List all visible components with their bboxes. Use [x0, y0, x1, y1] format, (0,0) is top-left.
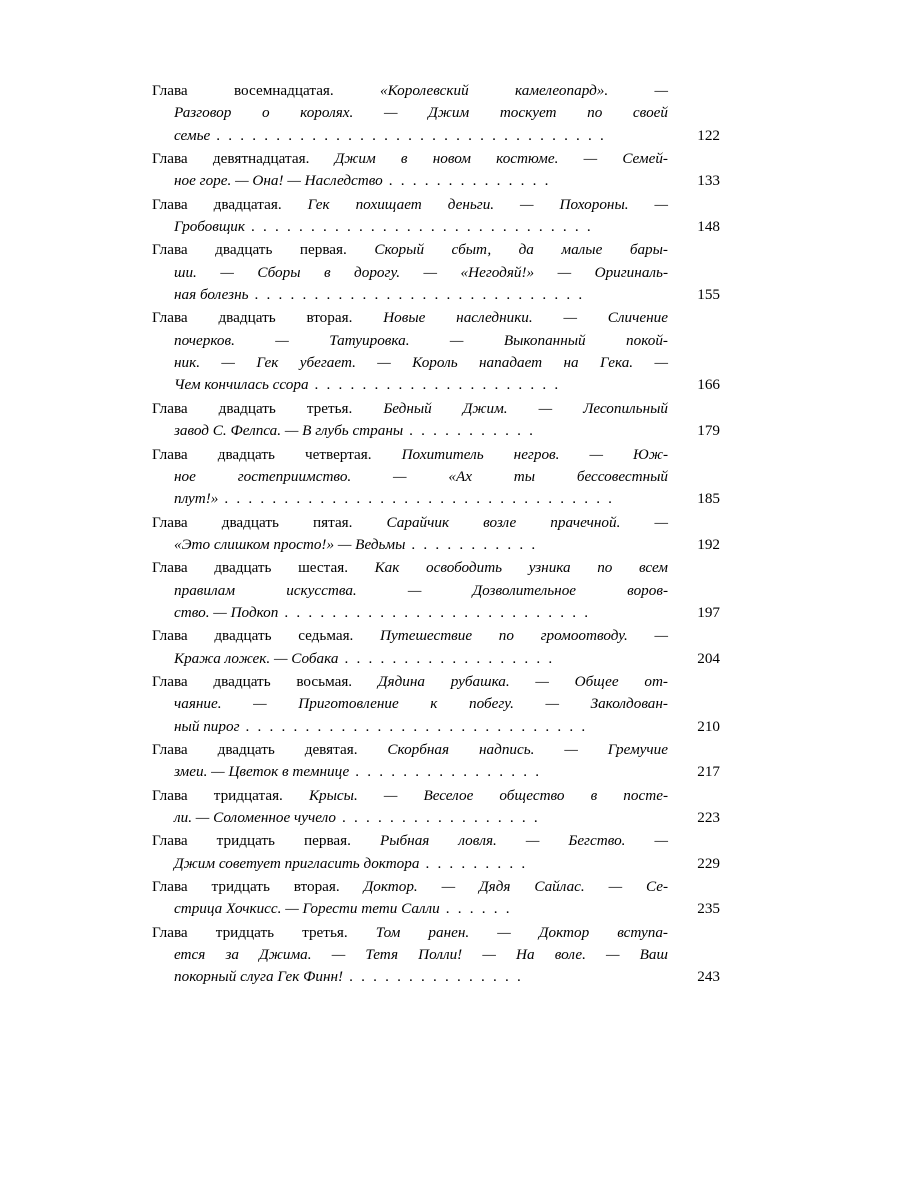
chapter-title-text: ник. — Гек убегает. — Король нападает на Гека. — [174, 354, 668, 372]
chapter-title-text: Похититель негров. — Юж- [401, 445, 668, 463]
toc-entry-text [152, 307, 668, 329]
toc-entry-line [152, 80, 720, 102]
toc-entry-line [152, 102, 720, 124]
toc-entry-line [152, 580, 720, 602]
leader-dots: . . . . . . . . . . . . . . . . . . . . . . . . . . . . . . . . . [218, 490, 615, 508]
toc-entry-line [152, 785, 720, 807]
toc-entry-line [152, 488, 720, 510]
leader-dots: . . . . . . . . . . . . . . . . . . . . . [308, 376, 561, 394]
toc-entry-text [152, 966, 668, 988]
toc-entry-text [152, 80, 668, 102]
toc-entry-text [152, 239, 668, 261]
toc-entry[interactable] [152, 148, 720, 193]
chapter-title-text: покорный слуга Гек Финн! [174, 968, 344, 986]
toc-entry-text [152, 671, 668, 693]
toc-entry-text [152, 102, 668, 124]
page-number: 133 [697, 172, 720, 190]
toc-entry[interactable] [152, 512, 720, 557]
toc-entry[interactable] [152, 307, 720, 396]
toc-entry-text [152, 352, 668, 374]
chapter-title-text: Скорый сбыт, да малые бары- [374, 241, 668, 259]
chapter-number-label: Глава восемнадцатая. [152, 82, 381, 99]
toc-entry-text [152, 693, 668, 715]
chapter-title-text: Сарайчик возле прачечной. — [386, 513, 668, 531]
toc-entry-line [152, 125, 720, 147]
page-number: 122 [697, 126, 720, 144]
chapter-title-text: Джим советует пригласить доктора [174, 854, 420, 872]
chapter-title-text: почерков. — Татуировка. — Выкопанный покой- [174, 331, 668, 349]
page-number: 223 [697, 809, 720, 826]
chapter-number-label: Глава двадцать восьмая. [152, 672, 378, 690]
page-number: 229 [697, 854, 720, 872]
table-of-contents [152, 80, 720, 990]
chapter-title-text: плут!» [174, 490, 219, 508]
toc-entry-line [152, 830, 720, 852]
toc-entry-line [152, 966, 720, 988]
toc-entry-text [152, 398, 668, 420]
leader-dots: . . . . . . . . . . . . . . . . . . . . . . . . . . [278, 603, 591, 621]
page-number: 148 [697, 218, 720, 236]
toc-entry-line [152, 898, 720, 920]
toc-entry-text [152, 785, 668, 807]
chapter-number-label: Глава двадцать четвертая. [152, 445, 402, 463]
toc-entry-text [152, 853, 668, 875]
toc-entry-line [152, 671, 720, 693]
toc-entry[interactable] [152, 557, 720, 624]
leader-dots: . . . . . . . . . . . [405, 535, 538, 553]
toc-entry-line [152, 352, 720, 374]
chapter-title-text: Чем кончилась ссора [174, 376, 309, 394]
toc-entry[interactable] [152, 671, 720, 738]
leader-dots: . . . . . . . . . . . . . . . . . . . . . . . . . . . . . [245, 218, 593, 236]
page-number: 192 [697, 535, 720, 553]
chapter-title-text: Кража ложек. — Собака [174, 649, 339, 667]
toc-entry-line [152, 444, 720, 466]
toc-entry-line [152, 239, 720, 261]
chapter-title-text: ли. — Соломенное чучело [174, 809, 337, 826]
chapter-title-text: ная болезнь [174, 286, 249, 304]
toc-entry-line [152, 716, 720, 738]
toc-entry-text [152, 170, 668, 192]
chapter-number-label: Глава тридцать вторая. [152, 878, 364, 896]
toc-entry-text [152, 761, 668, 783]
toc-entry-line [152, 374, 720, 396]
toc-entry[interactable] [152, 194, 720, 239]
chapter-title-text: ное горе. — Она! — Наследство [174, 172, 383, 190]
toc-entry-line [152, 853, 720, 875]
toc-entry-line [152, 876, 720, 898]
chapter-title-text: ное гостеприимство. — «Ах ты бессовестный [174, 467, 668, 485]
toc-entry-line [152, 602, 720, 624]
chapter-title-text: «Королевский камелеопард». — [380, 82, 668, 99]
chapter-title-text: ши. — Сборы в дорогу. — «Негодяй!» — Оригиналь- [174, 263, 668, 281]
toc-entry-text [152, 876, 668, 898]
toc-entry-text [152, 216, 668, 238]
page-number: 210 [697, 717, 720, 735]
leader-dots: . . . . . . . . . . . . . . . . . . . . . . . . . . . . . [239, 717, 588, 735]
chapter-title-text: Рыбная ловля. — Бегство. — [379, 832, 668, 850]
leader-dots: . . . . . . . . . . . . . . . [343, 968, 523, 986]
page-number: 166 [697, 376, 720, 394]
toc-entry-text [152, 580, 668, 602]
chapter-title-text: Разговор о королях. — Джим тоскует по своей [174, 104, 668, 122]
toc-entry-line [152, 648, 720, 670]
toc-entry[interactable] [152, 876, 720, 921]
toc-entry-text [152, 534, 668, 556]
toc-entry-text [152, 602, 668, 624]
chapter-number-label: Глава двадцатая. [152, 195, 308, 213]
chapter-title-text: змеи. — Цветок в темнице [174, 763, 350, 781]
toc-entry-text [152, 922, 668, 944]
toc-entry-text [152, 716, 668, 738]
toc-entry-line [152, 284, 720, 306]
chapter-title-text: Гек похищает деньги. — Похороны. — [307, 195, 669, 213]
toc-entry-text [152, 557, 668, 579]
page-number: 217 [697, 763, 720, 781]
leader-dots: . . . . . . . . . [419, 854, 528, 872]
chapter-title-text: правилам искусства. — Дозволительное воров- [174, 581, 668, 599]
chapter-title-text: Джим в новом костюме. — Семей- [334, 150, 668, 168]
chapter-number-label: Глава тридцатая. [152, 786, 309, 804]
toc-entry-line [152, 330, 720, 352]
toc-entry-line [152, 194, 720, 216]
chapter-title-text: ный пирог [174, 717, 240, 735]
toc-entry-text [152, 148, 668, 170]
page-number: 179 [697, 422, 720, 440]
toc-entry-line [152, 216, 720, 238]
chapter-title-text: «Это слишком просто!» — Ведьмы [174, 535, 406, 553]
leader-dots: . . . . . . . . . . . [403, 422, 536, 440]
chapter-number-label: Глава тридцать первая. [152, 832, 380, 850]
toc-entry-text [152, 512, 668, 534]
chapter-title-text: Том ранен. — Доктор вступа- [375, 923, 668, 941]
toc-entry-line [152, 307, 720, 329]
toc-entry[interactable] [152, 398, 720, 443]
toc-entry-line [152, 739, 720, 761]
leader-dots: . . . . . . . . . . . . . . [382, 172, 551, 190]
page-number: 204 [697, 649, 720, 667]
chapter-number-label: Глава двадцать шестая. [152, 559, 375, 577]
chapter-number-label: Глава двадцать пятая. [152, 513, 387, 531]
toc-entry-line [152, 807, 720, 829]
leader-dots: . . . . . . . . . . . . . . . . . . . . . . . . . . . . . . . . . [210, 126, 607, 144]
toc-entry-text [152, 807, 668, 829]
leader-dots: . . . . . . . . . . . . . . . . . . . . . . . . . . . . [248, 286, 585, 304]
toc-entry-line [152, 534, 720, 556]
chapter-number-label: Глава двадцать седьмая. [152, 627, 381, 645]
toc-entry-line [152, 693, 720, 715]
toc-entry-text [152, 284, 668, 306]
toc-entry-text [152, 374, 668, 396]
chapter-title-text: Бедный Джим. — Лесопильный [383, 399, 668, 417]
page-number: 243 [697, 968, 720, 986]
leader-dots: . . . . . . . . . . . . . . . . . . [338, 649, 555, 667]
toc-entry-text [152, 488, 668, 510]
toc-entry-line [152, 420, 720, 442]
chapter-title-text: Гробовщик [174, 218, 245, 236]
chapter-title-text: Скорбная надпись. — Гремучие [387, 740, 668, 758]
leader-dots: . . . . . . . . . . . . . . . . [349, 763, 542, 781]
chapter-title-text: ство. — Подкоп [174, 603, 279, 621]
toc-entry[interactable] [152, 830, 720, 875]
chapter-title-text: семье [174, 126, 211, 144]
toc-entry-text [152, 625, 668, 647]
toc-entry-text [152, 125, 668, 147]
chapter-number-label: Глава двадцать вторая. [152, 309, 384, 327]
chapter-title-text: ется за Джима. — Тетя Полли! — На воле. — Ваш [174, 946, 668, 964]
toc-entry-line [152, 148, 720, 170]
toc-entry-text [152, 420, 668, 442]
toc-entry[interactable] [152, 444, 720, 511]
leader-dots: . . . . . . . . . . . . . . . . . [336, 809, 540, 826]
toc-entry-line [152, 557, 720, 579]
toc-entry[interactable] [152, 739, 720, 784]
toc-entry-line [152, 262, 720, 284]
toc-entry-text [152, 898, 668, 920]
chapter-number-label: Глава двадцать первая. [152, 241, 375, 259]
chapter-title-text: Доктор. — Дядя Сайлас. — Се- [363, 878, 669, 896]
chapter-title-text: Новые наследники. — Сличение [383, 309, 668, 327]
toc-entry-text [152, 262, 668, 284]
chapter-title-text: Путешествие по громоотводу. — [380, 627, 669, 645]
toc-entry-text [152, 830, 668, 852]
toc-entry-line [152, 170, 720, 192]
toc-entry-text [152, 466, 668, 488]
page-number: 185 [697, 490, 720, 508]
leader-dots: . . . . . . [439, 900, 512, 918]
toc-entry-line [152, 466, 720, 488]
chapter-title-text: чаяние. — Приготовление к побегу. — Заколдован- [174, 695, 668, 713]
toc-entry[interactable] [152, 922, 720, 989]
toc-entry-line [152, 944, 720, 966]
toc-entry-line [152, 625, 720, 647]
toc-entry[interactable] [152, 239, 720, 306]
toc-entry-line [152, 398, 720, 420]
page-number: 235 [697, 900, 720, 918]
chapter-number-label: Глава двадцать третья. [152, 399, 384, 417]
chapter-title-text: Как освободить узника по всем [374, 559, 668, 577]
toc-entry-text [152, 444, 668, 466]
toc-entry-line [152, 761, 720, 783]
toc-entry-line [152, 922, 720, 944]
chapter-title-text: завод С. Фелпса. — В глубь страны [174, 422, 404, 440]
chapter-title-text: Дядина рубашка. — Общее от- [377, 672, 668, 690]
chapter-number-label: Глава двадцать девятая. [152, 740, 388, 758]
toc-entry[interactable] [152, 80, 720, 147]
toc-entry-text [152, 648, 668, 670]
chapter-title-text: Крысы. — Веселое общество в посте- [308, 786, 669, 804]
toc-entry[interactable] [152, 785, 720, 830]
toc-entry-text [152, 194, 668, 216]
chapter-number-label: Глава девятнадцатая. [152, 150, 335, 168]
toc-entry-text [152, 330, 668, 352]
toc-entry-line [152, 512, 720, 534]
chapter-title-text: стрица Хочкисс. — Горести тети Салли [174, 900, 440, 918]
page-number: 155 [697, 286, 720, 304]
toc-entry[interactable] [152, 625, 720, 670]
toc-entry-text [152, 944, 668, 966]
page-number: 197 [697, 603, 720, 621]
chapter-number-label: Глава тридцать третья. [152, 923, 376, 941]
toc-entry-text [152, 739, 668, 761]
